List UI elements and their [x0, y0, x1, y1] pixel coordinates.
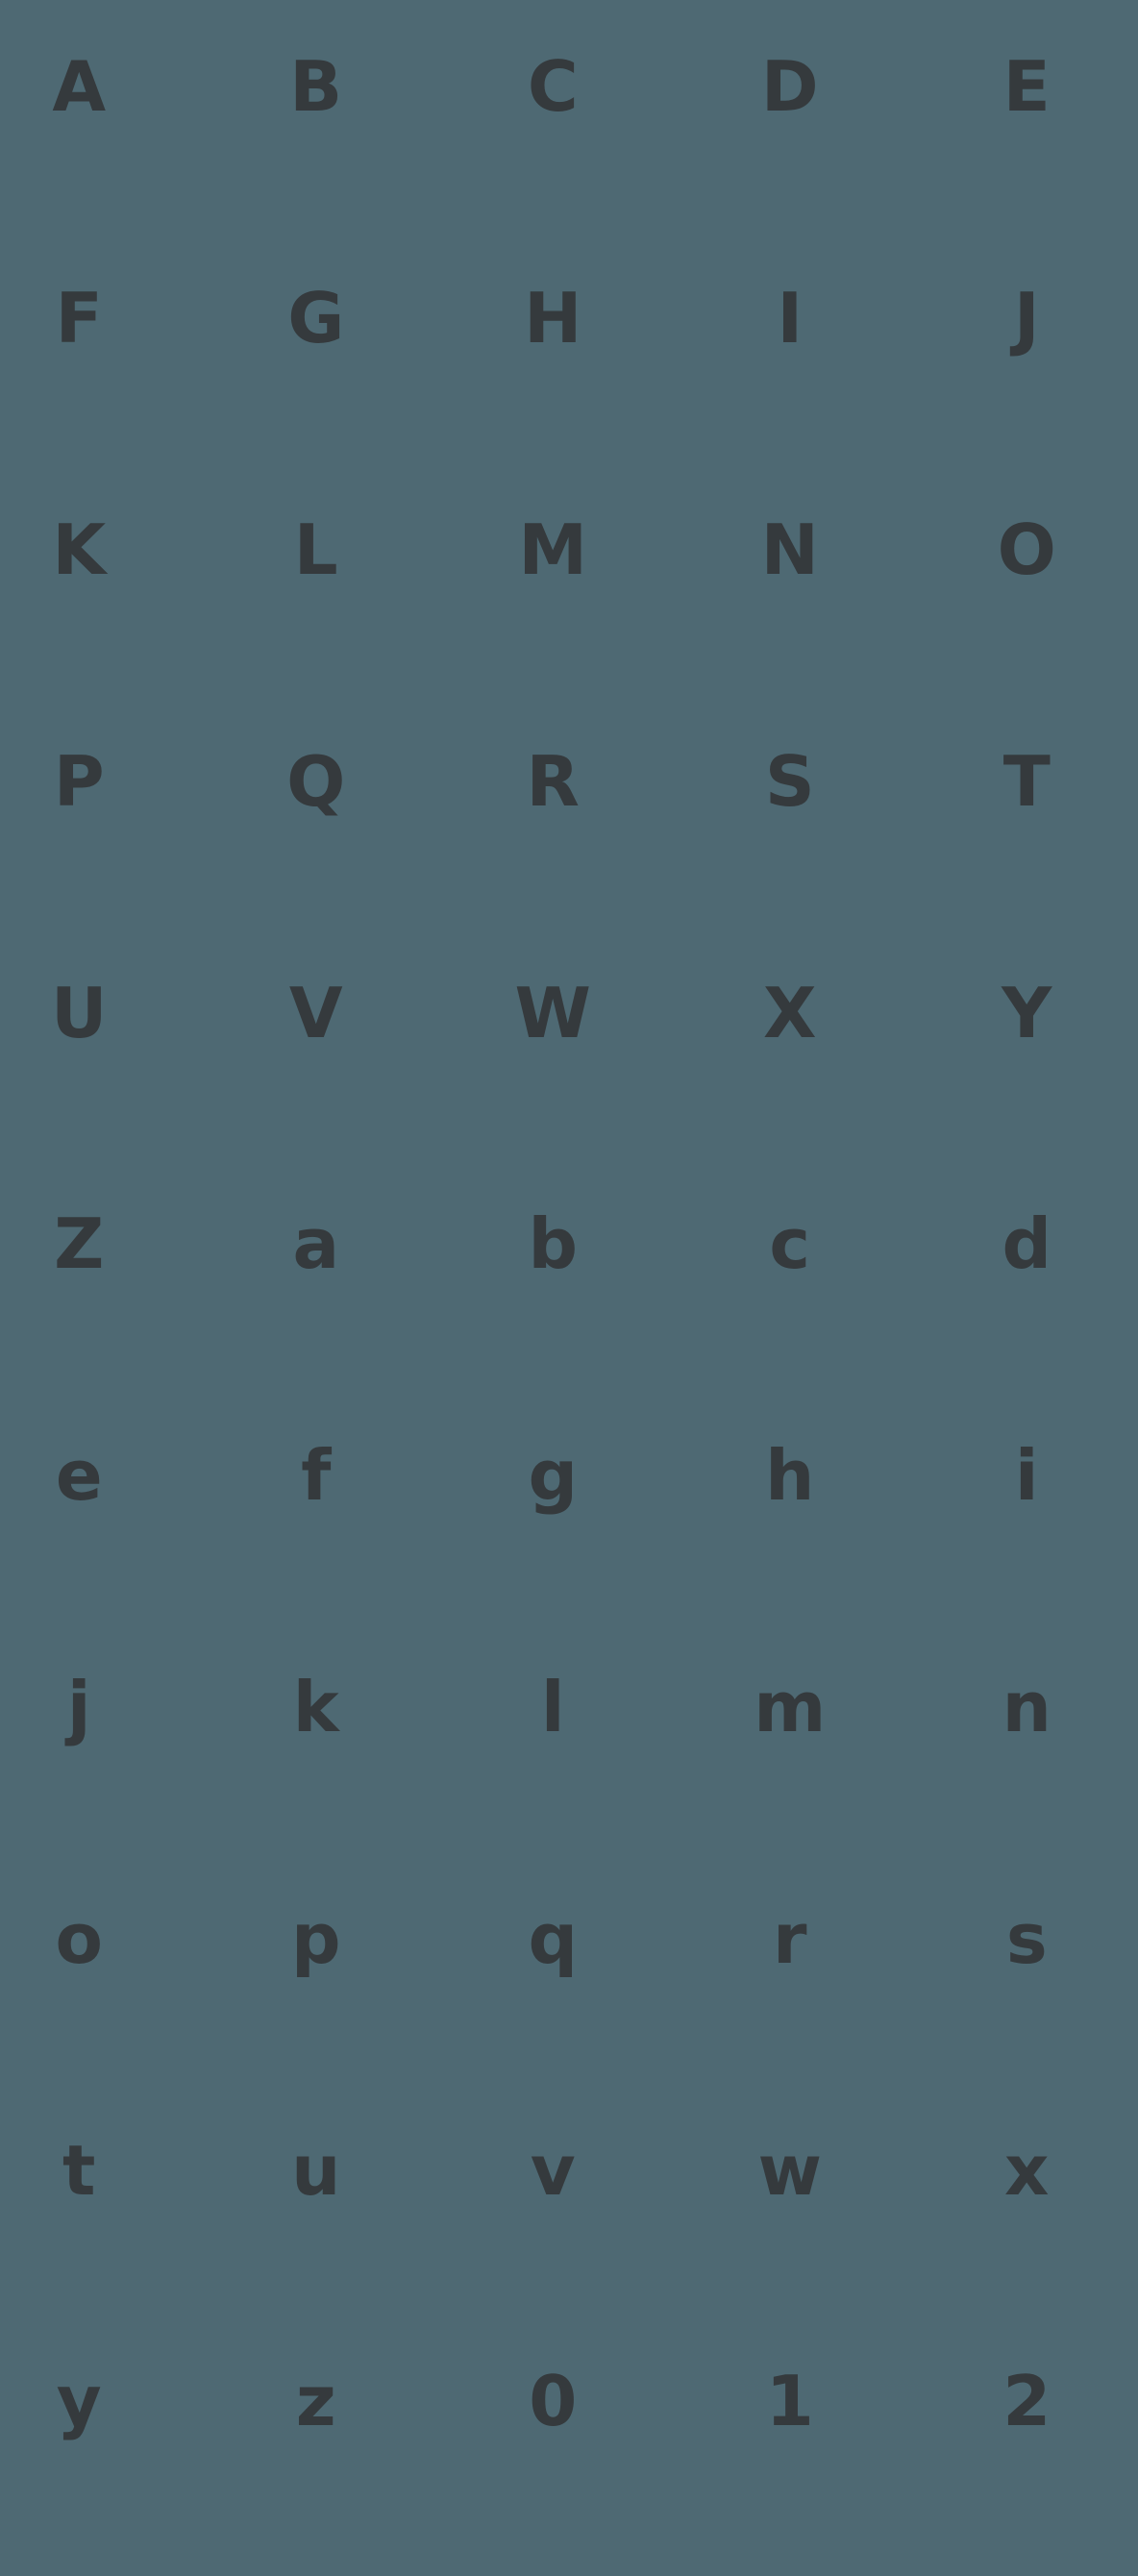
glyph-cell-V[interactable]: [198, 897, 435, 1128]
glyph: 0: [529, 2361, 578, 2442]
glyph: M: [518, 508, 588, 590]
glyph: K: [52, 508, 107, 590]
glyph-cell-k[interactable]: [198, 1592, 435, 1823]
glyph: T: [1002, 740, 1051, 822]
glyph-cell-F[interactable]: [0, 203, 198, 434]
glyph: g: [528, 1435, 579, 1517]
glyph: i: [1014, 1435, 1039, 1517]
glyph-cell-b[interactable]: [434, 1128, 672, 1360]
glyph: w: [757, 2129, 822, 2211]
glyph: 2: [1002, 2361, 1051, 2442]
glyph-cell-m[interactable]: [672, 1592, 909, 1823]
glyph-cell-v[interactable]: [434, 2054, 672, 2286]
glyph: v: [530, 2129, 576, 2211]
glyph-cell-c[interactable]: [672, 1128, 909, 1360]
glyph: A: [52, 46, 107, 128]
glyph: J: [1013, 278, 1040, 359]
glyph: R: [526, 740, 580, 822]
glyph-cell-w[interactable]: [672, 2054, 909, 2286]
glyph-cell-n[interactable]: [908, 1592, 1138, 1823]
glyph: s: [1005, 1897, 1048, 1979]
glyph-cell-T[interactable]: [908, 665, 1138, 897]
glyph-cell-Q[interactable]: [198, 665, 435, 897]
glyph-cell-C[interactable]: [434, 0, 672, 203]
glyph-cell-B[interactable]: [198, 0, 435, 203]
glyph: L: [293, 508, 338, 590]
glyph-cell-r[interactable]: [672, 1822, 909, 2054]
glyph: t: [62, 2129, 96, 2211]
glyph-cell-a[interactable]: [198, 1128, 435, 1360]
glyph: 1: [765, 2361, 814, 2442]
glyph: Z: [54, 1203, 105, 1285]
glyph: a: [292, 1203, 340, 1285]
glyph-cell-G[interactable]: [198, 203, 435, 434]
glyph: u: [291, 2129, 341, 2211]
glyph: l: [540, 1666, 565, 1747]
glyph-cell-e[interactable]: [0, 1360, 198, 1592]
glyph: o: [55, 1897, 103, 1979]
glyph-cell-S[interactable]: [672, 665, 909, 897]
glyph-cell-O[interactable]: [908, 434, 1138, 666]
glyph: m: [754, 1666, 827, 1747]
glyph-cell-u[interactable]: [198, 2054, 435, 2286]
glyph: F: [55, 278, 103, 359]
glyph: Y: [1002, 972, 1052, 1053]
glyph-cell-U[interactable]: [0, 897, 198, 1128]
glyph: c: [769, 1203, 811, 1285]
glyph-cell-q[interactable]: [434, 1822, 672, 2054]
glyph-cell-E[interactable]: [908, 0, 1138, 203]
glyph-cell-1[interactable]: [672, 2286, 909, 2517]
glyph: X: [762, 972, 817, 1053]
glyph-cell-0[interactable]: [434, 2286, 672, 2517]
glyph: E: [1002, 46, 1051, 128]
glyph-cell-R[interactable]: [434, 665, 672, 897]
glyph-cell-D[interactable]: [672, 0, 909, 203]
glyph-cell-Y[interactable]: [908, 897, 1138, 1128]
glyph-cell-J[interactable]: [908, 203, 1138, 434]
glyph-cell-L[interactable]: [198, 434, 435, 666]
glyph: p: [290, 1897, 341, 1979]
glyph-cell-l[interactable]: [434, 1592, 672, 1823]
glyph-cell-M[interactable]: [434, 434, 672, 666]
glyph: x: [1004, 2129, 1050, 2211]
glyph-cell-h[interactable]: [672, 1360, 909, 1592]
glyph-cell-P[interactable]: [0, 665, 198, 897]
glyph-cell-j[interactable]: [0, 1592, 198, 1823]
glyph: r: [772, 1897, 807, 1979]
glyph: H: [524, 278, 582, 359]
glyph-cell-o[interactable]: [0, 1822, 198, 2054]
glyph: j: [66, 1666, 91, 1747]
glyph: k: [292, 1666, 339, 1747]
glyph-cell-W[interactable]: [434, 897, 672, 1128]
glyph: y: [56, 2361, 102, 2442]
glyph: N: [760, 508, 819, 590]
glyph-cell-X[interactable]: [672, 897, 909, 1128]
glyph-cell-s[interactable]: [908, 1822, 1138, 2054]
glyph: e: [55, 1435, 103, 1517]
glyph-cell-z[interactable]: [198, 2286, 435, 2517]
glyph-cell-N[interactable]: [672, 434, 909, 666]
glyph-cell-2[interactable]: [908, 2286, 1138, 2517]
glyph: I: [777, 278, 804, 359]
glyph: C: [527, 46, 579, 128]
glyph: U: [51, 972, 108, 1053]
glyph-cell-I[interactable]: [672, 203, 909, 434]
glyph: q: [528, 1897, 579, 1979]
glyph: B: [289, 46, 343, 128]
glyph-cell-t[interactable]: [0, 2054, 198, 2286]
glyph: V: [288, 972, 343, 1053]
glyph-cell-y[interactable]: [0, 2286, 198, 2517]
glyph-cell-x[interactable]: [908, 2054, 1138, 2286]
glyph: z: [295, 2361, 336, 2442]
glyph-cell-H[interactable]: [434, 203, 672, 434]
glyph: f: [301, 1435, 332, 1517]
glyph: S: [764, 740, 815, 822]
glyph: n: [1002, 1666, 1051, 1747]
glyph: W: [514, 972, 591, 1053]
glyph: O: [997, 508, 1056, 590]
glyph: P: [53, 740, 105, 822]
glyph-cell-Z[interactable]: [0, 1128, 198, 1360]
glyph-cell-i[interactable]: [908, 1360, 1138, 1592]
glyph-cell-A[interactable]: [0, 0, 198, 203]
glyph-cell-g[interactable]: [434, 1360, 672, 1592]
glyph-cell-f[interactable]: [198, 1360, 435, 1592]
glyph: b: [528, 1203, 579, 1285]
glyph-cell-K[interactable]: [0, 434, 198, 666]
glyph: G: [287, 278, 345, 359]
glyph-cell-d[interactable]: [908, 1128, 1138, 1360]
glyph: Q: [286, 740, 346, 822]
glyph: D: [760, 46, 819, 128]
glyph: d: [1002, 1203, 1052, 1285]
glyph-cell-p[interactable]: [198, 1822, 435, 2054]
glyph: h: [765, 1435, 815, 1517]
